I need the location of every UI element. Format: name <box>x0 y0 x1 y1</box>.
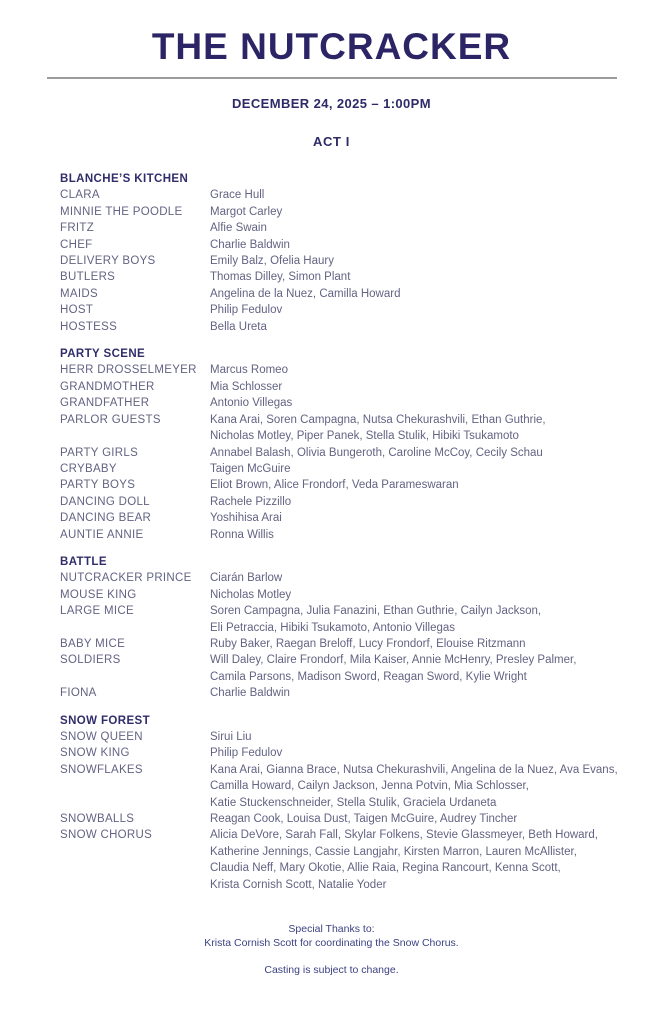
performer-names <box>210 319 623 335</box>
cast-section <box>60 171 623 335</box>
performer-name-line: Katherine Jennings, Cassie Langjahr, Kirsten Marron, Lauren McAllister, <box>210 845 577 858</box>
role-label: SNOW KING <box>60 747 130 760</box>
performer-name-line: Philip Fedulov <box>210 747 283 760</box>
performer-names <box>210 570 623 586</box>
cast-row <box>60 395 623 411</box>
cast-row <box>60 510 623 526</box>
cast-row <box>60 412 623 445</box>
performer-names <box>210 362 623 378</box>
performer-name-line: Mia Schlosser <box>210 380 283 393</box>
cast-row <box>60 811 623 827</box>
special-thanks-label: Special Thanks to: <box>288 923 375 936</box>
cast-row <box>60 636 623 652</box>
performer-name-line: Nicholas Motley <box>210 588 292 601</box>
performer-names <box>210 827 623 893</box>
performer-names <box>210 237 623 253</box>
page-title: THE NUTCRACKER <box>151 26 512 67</box>
cast-row <box>60 220 623 236</box>
performer-names <box>210 652 623 685</box>
performer-name-line: Eliot Brown, Alice Frondorf, Veda Parameswaran <box>210 479 459 492</box>
performer-name-line: Rachele Pizzillo <box>210 495 292 508</box>
performer-name-line: Kana Arai, Soren Campagna, Nutsa Chekurashvili, Ethan Guthrie, <box>210 413 546 426</box>
cast-row <box>60 729 623 745</box>
footer <box>0 923 663 978</box>
performer-name-line: Camilla Howard, Cailyn Jackson, Jenna Potvin, Mia Schlosser, <box>210 780 529 793</box>
role-label: SNOW CHORUS <box>60 829 153 842</box>
cast-row <box>60 652 623 685</box>
role-label: DANCING BEAR <box>60 512 152 525</box>
performer-name-line: Eli Petraccia, Hibiki Tsukamoto, Antonio Villegas <box>210 621 456 634</box>
performer-names <box>210 395 623 411</box>
role-label: MAIDS <box>60 287 98 300</box>
performer-name-line: Grace Hull <box>210 189 265 202</box>
cast-list <box>0 171 663 893</box>
performer-names <box>210 587 623 603</box>
role-label: SNOWFLAKES <box>60 763 143 776</box>
performer-names <box>210 762 623 811</box>
role-label: PARLOR GUESTS <box>60 413 161 426</box>
performer-names <box>210 477 623 493</box>
performance-datetime: DECEMBER 24, 2025 – 1:00PM <box>232 96 431 111</box>
performer-name-line: Margot Carley <box>210 205 283 218</box>
cast-row <box>60 362 623 378</box>
role-label: SNOW QUEEN <box>60 731 143 743</box>
cast-row <box>60 286 623 302</box>
performer-names <box>210 187 623 203</box>
role-label: GRANDMOTHER <box>60 380 155 393</box>
performer-names <box>210 527 623 543</box>
cast-row <box>60 685 623 701</box>
role-label: SOLDIERS <box>60 654 121 667</box>
performer-names <box>210 729 623 745</box>
performer-name-line: Kana Arai, Gianna Brace, Nutsa Chekurashvili, Angelina de la Nuez, Ava Evans, <box>210 763 618 776</box>
cast-row <box>60 461 623 477</box>
cast-row <box>60 827 623 893</box>
performer-names <box>210 412 623 445</box>
performer-name-line: Charlie Baldwin <box>210 687 290 700</box>
role-label: NUTCRACKER PRINCE <box>60 572 192 585</box>
role-label: CLARA <box>60 189 100 202</box>
cast-row <box>60 319 623 335</box>
cast-row <box>60 570 623 586</box>
role-label: GRANDFATHER <box>60 397 150 410</box>
performer-names <box>210 685 623 701</box>
performer-name-line: Ronna Willis <box>210 528 274 541</box>
performer-name-line: Charlie Baldwin <box>210 238 290 251</box>
role-label: PARTY BOYS <box>60 479 136 492</box>
section-heading: BATTLE <box>60 555 107 568</box>
special-thanks-text: Krista Cornish Scott for coordinating the Snow Chorus. <box>204 936 459 949</box>
role-label: BABY MICE <box>60 637 126 650</box>
section-heading: SNOW FOREST <box>60 714 151 727</box>
performer-name-line: Alfie Swain <box>210 222 267 235</box>
cast-row <box>60 587 623 603</box>
performer-names <box>210 461 623 477</box>
performer-name-line: Ruby Baker, Raegan Breloff, Lucy Frondorf, Elouise Ritzmann <box>210 637 526 650</box>
role-label: MOUSE KING <box>60 588 137 601</box>
performer-name-line: Philip Fedulov <box>210 304 283 317</box>
role-label: CRYBABY <box>60 462 117 475</box>
role-label: LARGE MICE <box>60 605 134 618</box>
cast-row <box>60 603 623 636</box>
performer-name-line: Sirui Liu <box>210 731 252 743</box>
cast-row <box>60 379 623 395</box>
cast-row <box>60 745 623 761</box>
performer-names <box>210 745 623 761</box>
performer-name-line: Nicholas Motley, Piper Panek, Stella Stulik, Hibiki Tsukamoto <box>210 430 519 443</box>
cast-row <box>60 302 623 318</box>
performer-names <box>210 220 623 236</box>
role-label: FIONA <box>60 687 97 700</box>
performer-name-line: Yoshihisa Arai <box>210 512 282 525</box>
performer-names <box>210 603 623 636</box>
cast-section <box>60 554 623 702</box>
section-heading: BLANCHE’S KITCHEN <box>60 173 189 185</box>
performer-names <box>210 636 623 652</box>
performer-name-line: Antonio Villegas <box>210 397 293 410</box>
role-label: CHEF <box>60 238 93 251</box>
performer-name-line: Ciarán Barlow <box>210 572 283 585</box>
performer-name-line: Thomas Dilley, Simon Plant <box>210 271 351 284</box>
role-label: MINNIE THE POODLE <box>60 205 183 218</box>
performer-names <box>210 494 623 510</box>
performer-name-line: Emily Balz, Ofelia Haury <box>210 255 334 268</box>
title-divider <box>47 77 617 79</box>
performer-names <box>210 253 623 269</box>
performer-name-line: Reagan Cook, Louisa Dust, Taigen McGuire, Audrey Tincher <box>210 813 518 826</box>
performer-name-line: Camila Parsons, Madison Sword, Reagan Sword, Kylie Wright <box>210 670 527 683</box>
performer-names <box>210 269 623 285</box>
cast-row <box>60 204 623 220</box>
role-label: AUNTIE ANNIE <box>60 528 144 541</box>
performer-name-line: Taigen McGuire <box>210 462 291 475</box>
cast-row <box>60 445 623 461</box>
performer-name-line: Alicia DeVore, Sarah Fall, Skylar Folkens, Stevie Glassmeyer, Beth Howard, <box>210 829 598 842</box>
performer-name-line: Marcus Romeo <box>210 364 288 377</box>
role-label: PARTY GIRLS <box>60 446 139 459</box>
performer-names <box>210 286 623 302</box>
performer-name-line: Soren Campagna, Julia Fanazini, Ethan Guthrie, Cailyn Jackson, <box>210 605 542 618</box>
section-heading: PARTY SCENE <box>60 348 146 361</box>
performer-names <box>210 302 623 318</box>
performer-names <box>210 379 623 395</box>
cast-section <box>60 713 623 893</box>
performer-name-line: Annabel Balash, Olivia Bungeroth, Caroline McCoy, Cecily Schau <box>210 446 543 459</box>
cast-row <box>60 527 623 543</box>
performer-name-line: Krista Cornish Scott, Natalie Yoder <box>210 878 387 891</box>
role-label: DANCING DOLL <box>60 495 150 508</box>
act-heading: ACT I <box>313 134 350 149</box>
performer-names <box>210 445 623 461</box>
performer-name-line: Will Daley, Claire Frondorf, Mila Kaiser, Annie McHenry, Presley Palmer, <box>210 654 577 667</box>
performer-names <box>210 811 623 827</box>
role-label: HOSTESS <box>60 320 118 333</box>
performer-names <box>210 204 623 220</box>
cast-row <box>60 187 623 203</box>
casting-note: Casting is subject to change. <box>264 964 399 977</box>
performer-name-line: Bella Ureta <box>210 320 267 333</box>
cast-row <box>60 253 623 269</box>
role-label: HERR DROSSELMEYER <box>60 364 197 377</box>
cast-row <box>60 477 623 493</box>
performer-name-line: Katie Stuckenschneider, Stella Stulik, Graciela Urdaneta <box>210 796 497 809</box>
role-label: DELIVERY BOYS <box>60 255 156 268</box>
cast-row <box>60 494 623 510</box>
cast-row <box>60 237 623 253</box>
performer-name-line: Claudia Neff, Mary Okotie, Allie Raia, Regina Rancourt, Kenna Scott, <box>210 862 561 875</box>
cast-section <box>60 346 623 543</box>
role-label: BUTLERS <box>60 271 116 284</box>
performer-names <box>210 510 623 526</box>
cast-row <box>60 269 623 285</box>
performer-name-line: Angelina de la Nuez, Camilla Howard <box>210 287 401 300</box>
role-label: FRITZ <box>60 222 95 235</box>
role-label: SNOWBALLS <box>60 813 135 826</box>
cast-row <box>60 762 623 811</box>
role-label: HOST <box>60 304 94 317</box>
